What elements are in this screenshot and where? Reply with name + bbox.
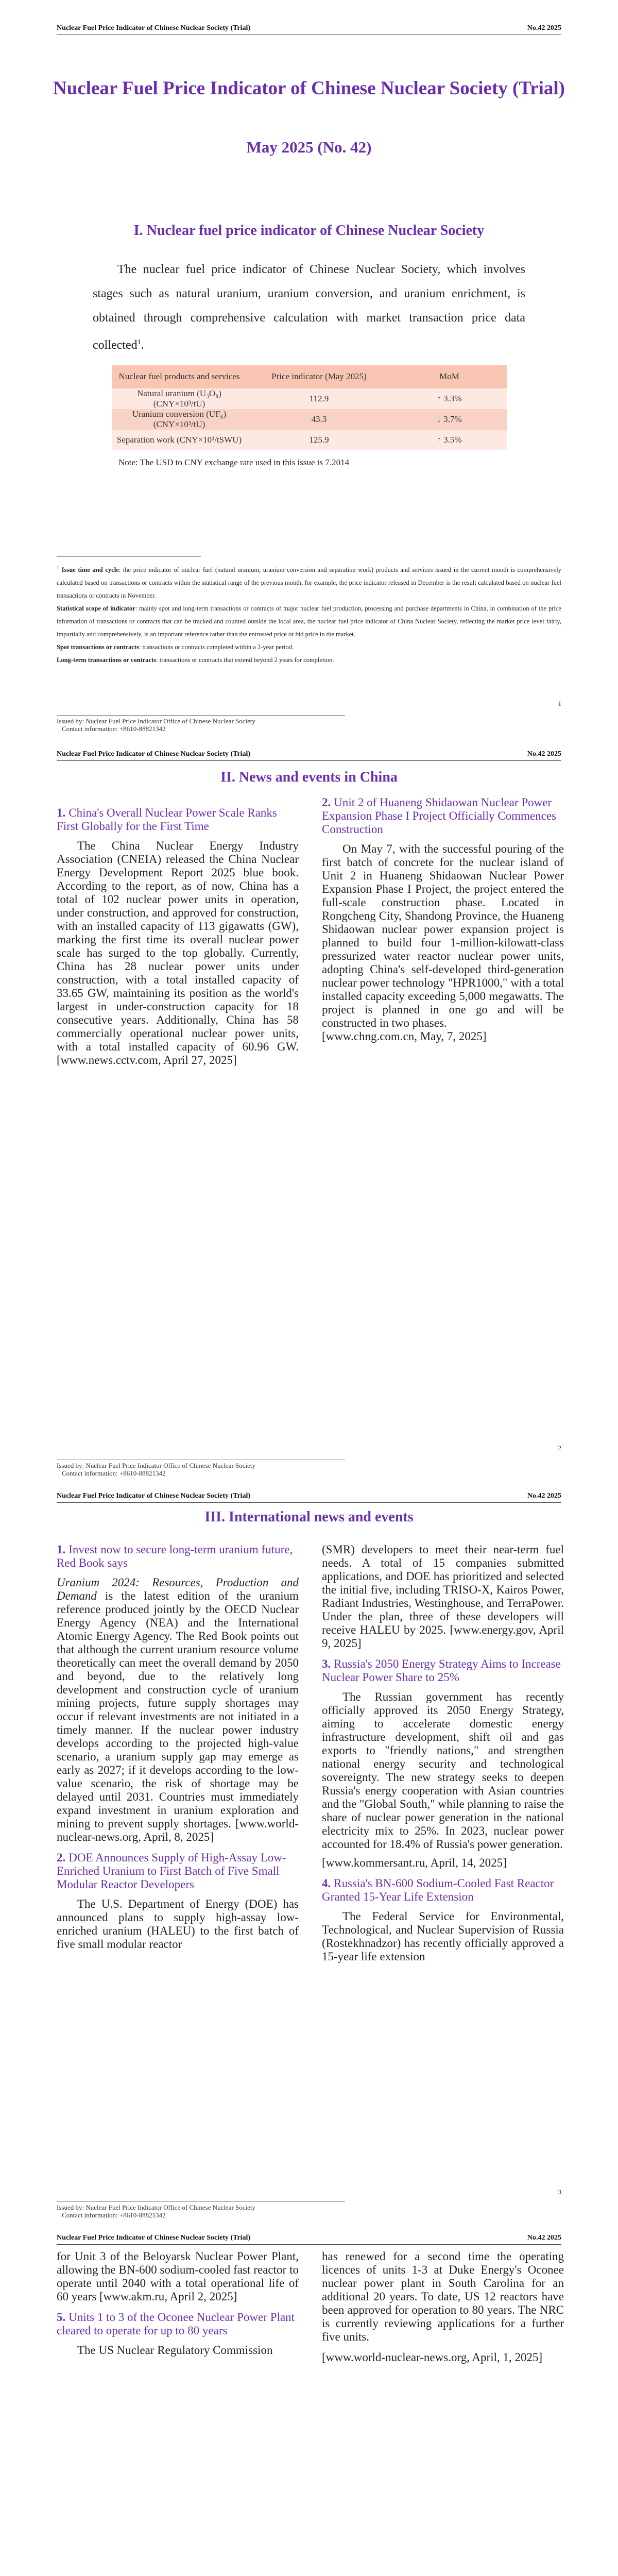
table-row	[112, 409, 507, 430]
page-2	[0, 744, 618, 1486]
header-issue: No.42 2025	[527, 750, 561, 758]
news-source: [www.world-nuclear-news.org, April, 1, 2025]	[322, 2351, 543, 2364]
price-cell: 125.9	[246, 430, 392, 450]
news-body: The China Nuclear Energy Industry Association (CNEIA) released the China Nuclear Energy Development Report 2025 blue book. According to the report, as of now, China has a total of 102 nuclear power units in operation, under construction, and approved for construction, with an installed capacity of 113 gigawatts (GW), marking the first time its overall nuclear power scale has surged to the top globally. Currently, China has 28 nuclear power units under construction, with a total installed capacity of 33.65 GW, maintaining its position as the world's largest in under-construction capacity for 18 consecutive years. Additionally, China has 58 commercially operational nuclear power units, with a total installed capacity of 60.96 GW. [www.news.cctv.com, April 27, 2025]	[57, 839, 299, 1066]
news-body: The Federal Service for Environmental, Technological, and Nuclear Supervision of Russia (Rostekhnadzor) has recently officially approved a 15-year life extension	[322, 1910, 564, 1963]
document-subtitle: May 2025 (No. 42)	[246, 138, 372, 156]
price-indicator-table	[112, 365, 507, 450]
exchange-rate-note: Note: The USD to CNY exchange rate used in this issue is 7.2014	[118, 457, 350, 467]
section-2-heading: II. News and events in China	[220, 769, 398, 785]
header-issue: No.42 2025	[527, 1492, 561, 1500]
news-title: 5. Units 1 to 3 of the Oconee Nuclear Power Plant cleared to operate for up to 80 years	[57, 2311, 295, 2337]
news-body: The U.S. Department of Energy (DOE) has announced plans to supply high-assay low-enriched uranium (HALEU) to the first batch of five small modular reactor	[57, 1897, 299, 1951]
footer-contact: Contact information: +8610-88821342	[62, 1469, 166, 1477]
news-title: 2. Unit 2 of Huaneng Shidaowan Nuclear Power Expansion Phase I Project Officially Commences Construction	[322, 796, 557, 836]
page-header	[57, 19, 561, 35]
mom-cell: ↑ 3.5%	[392, 430, 507, 450]
table-header: MoM	[392, 365, 507, 388]
news-body-continued: for Unit 3 of the Beloyarsk Nuclear Power Plant, allowing the BN-600 sodium-cooled fast reactor to operate until 2040 with a total operational life of 60 years [www.akm.ru, April 2, 2025]	[57, 2250, 299, 2303]
news-column-right	[322, 1543, 564, 1971]
news-body: The US Nuclear Regulatory Commission	[77, 2344, 273, 2357]
page-1	[0, 0, 618, 744]
news-title: 3. Russia's 2050 Energy Strategy Aims to Increase Nuclear Power Share to 25%	[322, 1657, 561, 1684]
footnote-1: $^1$ Issue time and cycle: the price indicator of nuclear fuel (natural uranium, uranium conversion and separation work) products and services issued in the current month is comprehensively calculated based on transactions or contracts within the statistical range of the previous month, for example, the price indicator released in December is the result calculated based on nuclear fuel transactions or contracts in November.	[57, 565, 561, 600]
footnote-2: Statistical scope of indicator: mainly spot and long-term transactions or contracts of major nuclear fuel production, processing and purchase departments in China, in combination of the price information of transactions or contracts that can be tracked and counted outside the local area, the nuclear fuel price indicator of China Nuclear Society, reflecting the market price level fairly, impartially and comprehensively, is an important reference rather than the entrusted price or bid price in the market.	[57, 605, 561, 638]
table-header: Price indicator (May 2025)	[246, 365, 392, 388]
page-footer	[57, 1462, 255, 1477]
news-title: 1. Invest now to secure long-term uranium future, Red Book says	[57, 1543, 293, 1569]
table-row	[112, 388, 507, 409]
section-1-intro: The nuclear fuel price indicator of Chinese Nuclear Society, which involves stages such as natural uranium, uranium conversion, and uranium enrichment, is obtained through comprehensive calculation with market transaction price data collected$^1$.	[93, 263, 525, 352]
price-cell: 112.9	[246, 388, 392, 409]
news-column-left	[57, 2250, 299, 2364]
page-number: 2	[558, 1444, 561, 1452]
page-header	[57, 1487, 561, 1503]
header-issue: No.42 2025	[527, 24, 561, 32]
header-title: Nuclear Fuel Price Indicator of Chinese Nuclear Society (Trial)	[57, 2234, 251, 2242]
header-title: Nuclear Fuel Price Indicator of Chinese Nuclear Society (Trial)	[57, 24, 251, 32]
page-footer	[57, 2204, 255, 2219]
header-title: Nuclear Fuel Price Indicator of Chinese Nuclear Society (Trial)	[57, 750, 251, 758]
mom-cell: ↓ 3.7%	[392, 409, 507, 430]
news-body-continued: (SMR) developers to meet their near-term fuel needs. A total of 15 companies submitted applications, and DOE has prioritized and selected the initial five, including TRISO-X, Kairos Power, Radiant Industries, Westinghouse, and TerraPower. Under the plan, three of these developers will receive HALEU by 2025. [www.energy.gov, April 9, 2025]	[322, 1543, 564, 1650]
footer-issued: Issued by: Nuclear Fuel Price Indicator Office of Chinese Nuclear Society	[57, 1462, 256, 1469]
news-item	[322, 796, 564, 1050]
news-column-right	[322, 2250, 564, 2371]
mom-cell: ↑ 3.3%	[392, 388, 507, 409]
table-header-row	[112, 365, 507, 388]
news-column-left	[57, 1543, 299, 1958]
page-number: 1	[558, 700, 561, 707]
product-cell: Natural uranium (U₃O₈) (CNY×10³/tU)	[112, 388, 246, 409]
news-body-continued: has renewed for a second time the operating licences of units 1-3 at Duke Energy's Oconee nuclear power plant in South Carolina for an additional 20 years. To date, US 12 reactors have been approved for operation to 80 years. The NRC is currently reviewing applications for a further five units.	[322, 2250, 564, 2343]
header-issue: No.42 2025	[527, 2234, 561, 2242]
page-footer	[57, 717, 255, 733]
table-row	[112, 430, 507, 450]
footer-contact: Contact information: +8610-88821342	[62, 725, 166, 733]
footnote-ref: 1	[137, 338, 141, 346]
page-header	[57, 745, 561, 761]
intro-text: The nuclear fuel price indicator of Chinese Nuclear Society, which involves stages such as natural uranium, uranium conversion, and uranium enrichment, is obtained through comprehensive calculation with market transaction price data collected	[93, 263, 525, 352]
news-source: [www.kommersant.ru, April, 14, 2025]	[322, 1856, 507, 1869]
page-number: 3	[558, 2188, 561, 2196]
footer-contact: Contact information: +8610-88821342	[62, 2211, 166, 2219]
table-header: Nuclear fuel products and services	[112, 365, 246, 388]
news-item	[57, 806, 299, 1074]
news-body: The Russian government has recently officially approved its 2050 Energy Strategy, aiming to accelerate domestic energy infrastructure development, shift oil and gas exports to "friendly nations," and strengthen national energy security and technological sovereignty. The new strategy seeks to deepen Russia's energy cooperation with Asian countries and the "Global South," while planning to raise the share of nuclear power generation in the national electricity mix to 25%. In 2023, nuclear power accounted for 18.4% of Russia's power generation.	[322, 1690, 564, 1851]
page-3	[0, 1486, 618, 2228]
header-title: Nuclear Fuel Price Indicator of Chinese Nuclear Society (Trial)	[57, 1492, 251, 1500]
footnote-divider	[57, 556, 201, 557]
section-3-heading: III. International news and events	[204, 1509, 414, 1525]
footnote-4: Long-term transactions or contracts: transactions or contracts that extend beyond 2 years for completion.	[57, 656, 334, 664]
news-title: 2. DOE Announces Supply of High-Assay Low-Enriched Uranium to First Batch of Five Small Modular Reactor Developers	[57, 1851, 286, 1891]
price-cell: 43.3	[246, 409, 392, 430]
news-title: 4. Russia's BN-600 Sodium-Cooled Fast Reactor Granted 15-Year Life Extension	[322, 1877, 554, 1903]
product-cell: Separation work (CNY×10³/tSWU)	[112, 430, 246, 450]
section-1-heading: I. Nuclear fuel price indicator of Chinese Nuclear Society	[133, 223, 485, 239]
product-cell: Uranium conversion (UF₆) (CNY×10³/tU)	[112, 409, 246, 430]
news-title: 1. China's Overall Nuclear Power Scale Ranks First Globally for the First Time	[57, 806, 277, 833]
news-body: On May 7, with the successful pouring of the first batch of concrete for the nuclear island of Unit 2 in Huaneng Shidaowan Nuclear Power Expansion Phase I Project, the project entered the full-scale construction phase. Located in Rongcheng City, Shandong Province, the Huaneng Shidaowan nuclear power expansion project is planned to build four 1-million-kilowatt-class pressurized water reactor nuclear power units, adopting China's self-developed third-generation nuclear power technology "HPR1000," with a total installed capacity exceeding 5,000 megawatts. The project is planned in one go and will be constructed in two phases.	[322, 842, 564, 1029]
news-body: Uranium 2024: Resources, Production and Demand is the latest edition of the uranium reference produced jointly by the OECD Nuclear Energy Agency (NEA) and the International Atomic Energy Agency. The Red Book points out that although the current uranium resource volume theoretically can meet the overall demand by 2050 and beyond, due to the relatively long development and construction cycle of uranium mining projects, future supply shortages may occur if relevant investments are not initiated in a timely manner. If the nuclear power industry develops according to the projected high-value scenario, a uranium supply gap may emerge as early as 2027; if it develops according to the low-value scenario, the risk of shortage may be delayed until 2031. Countries must immediately expand investment in uranium exploration and mining to prevent supply shortages. [www.world-nuclear-news.org, April, 8, 2025]	[57, 1576, 299, 1843]
page-4	[0, 2228, 618, 2576]
footnotes	[57, 562, 561, 667]
page-header	[57, 2229, 561, 2245]
news-source: [www.chng.com.cn, May, 7, 2025]	[322, 1030, 487, 1043]
footer-issued: Issued by: Nuclear Fuel Price Indicator Office of Chinese Nuclear Society	[57, 717, 256, 725]
document-title: Nuclear Fuel Price Indicator of Chinese Nuclear Society (Trial)	[53, 78, 565, 99]
footer-issued: Issued by: Nuclear Fuel Price Indicator Office of Chinese Nuclear Society	[57, 2204, 256, 2211]
footnote-3: Spot transactions or contracts: transactions or contracts completed within a 2-year period.	[57, 643, 294, 651]
